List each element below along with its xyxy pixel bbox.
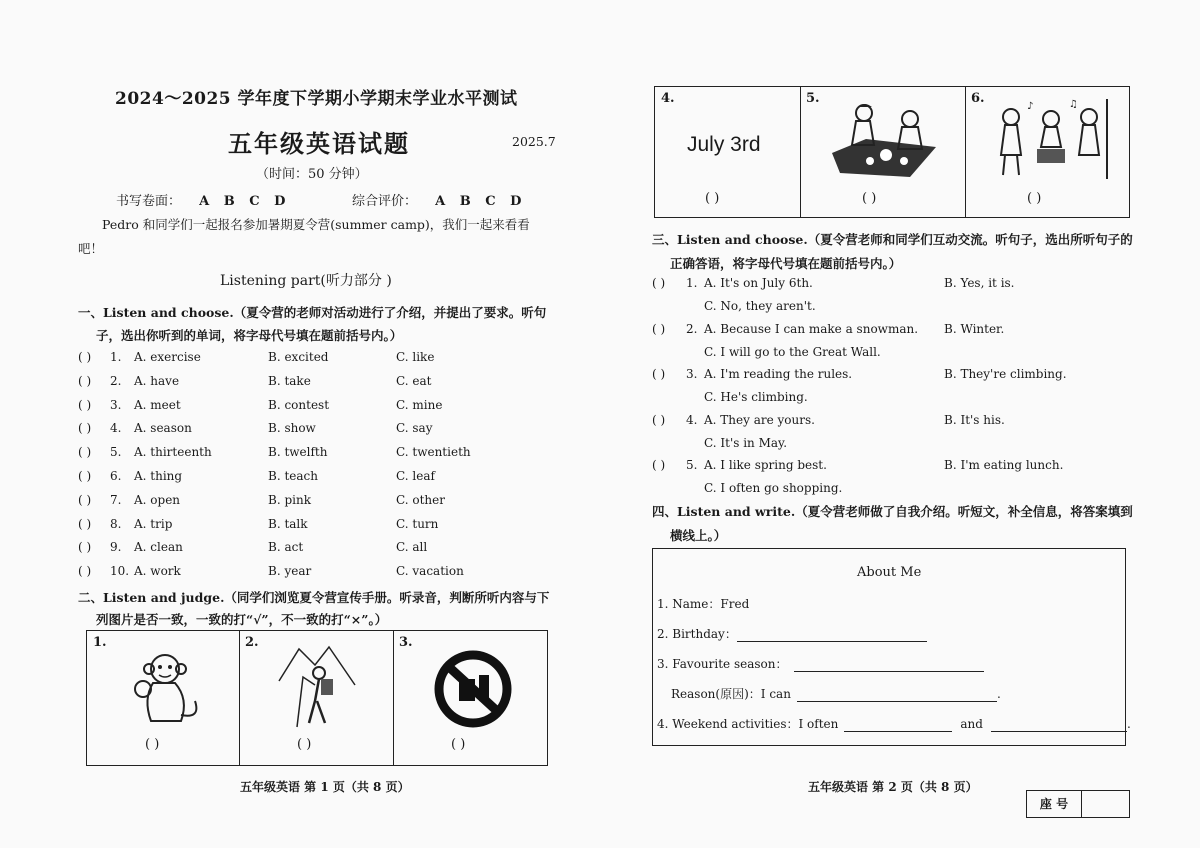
question-number: 8. [110, 516, 122, 531]
option-a: A. have [134, 373, 180, 388]
option-a: A. season [134, 421, 192, 436]
overall-label: 综合评价： [352, 194, 418, 209]
option-b: B. It's his. [944, 412, 1005, 427]
answer-parentheses[interactable]: ( ) [78, 469, 92, 483]
option-c: C. eat [396, 373, 432, 388]
option-b: B. Winter. [944, 321, 1005, 336]
date-picture-text: July 3rd [687, 133, 761, 156]
question-number: 4. [110, 421, 122, 436]
picture-number: 5. [806, 91, 820, 106]
answer-parentheses[interactable]: ( ) [297, 737, 312, 752]
writing-grades: A B C D [199, 194, 286, 209]
option-c: C. twentieth [396, 445, 471, 460]
writing-label: 书写卷面： [116, 194, 182, 209]
season-row [657, 655, 984, 672]
seat-number-field[interactable] [1083, 791, 1129, 817]
question-number: 1. [110, 350, 122, 364]
option-c: C. I will go to the Great Wall. [704, 344, 881, 359]
option-a: A. exercise [134, 350, 201, 364]
question-number: 5. [110, 445, 122, 460]
seat-number-box [1026, 790, 1130, 818]
picture-number: 6. [971, 91, 985, 106]
season-blank[interactable] [794, 659, 984, 672]
option-c: C. say [396, 421, 433, 436]
question-number: 5. [686, 458, 698, 472]
picture-number: 2. [245, 635, 259, 650]
season-label: 3. Favourite season： [657, 657, 788, 671]
page-footer: 五年级英语 第 1 页（共 8 页） [240, 780, 410, 794]
and-word: and [960, 717, 983, 731]
section3-instruction-2: 正确答语，将字母代号填在题前括号内。） [670, 256, 902, 271]
answer-parentheses[interactable]: ( ) [78, 492, 92, 507]
option-c: C. other [396, 492, 445, 507]
option-c: C. leaf [396, 469, 435, 483]
answer-parentheses[interactable]: ( ) [652, 412, 666, 427]
weekend-label: 4. Weekend activities：I often [657, 717, 839, 731]
question-number: 2. [110, 373, 122, 388]
option-c: C. It's in May. [704, 435, 788, 450]
weekend-blank-1[interactable] [844, 719, 952, 732]
answer-parentheses[interactable]: ( ) [652, 367, 666, 381]
birthday-label: 2. Birthday： [657, 627, 737, 641]
option-c: C. turn [396, 516, 439, 531]
option-c: C. I often go shopping. [704, 481, 843, 495]
option-a: A. meet [134, 397, 181, 412]
option-b: B. twelfth [268, 445, 328, 460]
answer-parentheses[interactable]: ( ) [78, 350, 92, 364]
option-a: A. clean [134, 540, 183, 555]
answer-parentheses[interactable]: ( ) [78, 373, 92, 388]
option-a: A. I like spring best. [704, 458, 827, 472]
picture-judge-box [86, 630, 548, 766]
about-me-box [652, 548, 1131, 746]
writing-grade-row [116, 190, 285, 209]
svg-text:♪: ♪ [1027, 101, 1034, 112]
option-a: A. trip [134, 516, 173, 531]
question-number: 3. [110, 397, 122, 412]
time-limit: （时间：50 分钟） [256, 167, 368, 182]
picture-cell-4 [655, 87, 801, 217]
picture-cell-5 [800, 87, 966, 217]
answer-parentheses[interactable]: ( ) [705, 191, 720, 206]
listening-part-title: Listening part(听力部分 ) [220, 273, 392, 289]
answer-parentheses[interactable]: ( ) [78, 397, 92, 412]
monkey-peach-icon [129, 649, 205, 729]
option-a: A. It's on July 6th. [704, 276, 813, 290]
question-number: 1. [686, 276, 698, 290]
reason-label: Reason(原因)：I can [671, 687, 791, 701]
picture-cell-1 [87, 631, 240, 765]
music-dance-icon [991, 95, 1111, 181]
section2-instruction-1: 二、Listen and judge.（同学们浏览夏令营宣传手册。听录音，判断所听内容与下 [78, 590, 550, 605]
section1-instruction-2: 子，选出你听到的单词，将字母代号填在题前括号内。） [96, 328, 403, 343]
name-line: 1. Name：Fred [657, 597, 750, 611]
option-c: C. No, they aren't. [704, 299, 816, 313]
picture-cell-6 [965, 87, 1129, 217]
answer-parentheses[interactable]: ( ) [451, 737, 466, 752]
exam-page-2 [600, 0, 1200, 848]
option-a: A. thirteenth [134, 445, 212, 460]
answer-parentheses[interactable]: ( ) [78, 540, 92, 555]
picnic-icon [826, 97, 942, 183]
option-b: B. year [268, 564, 312, 579]
section3-instruction-1: 三、Listen and choose.（夏令营老师和同学们互动交流。听句子，选出所听句子的 [652, 232, 1133, 247]
option-a: A. work [134, 564, 181, 579]
climber-icon [275, 641, 359, 731]
answer-parentheses[interactable]: ( ) [652, 321, 666, 336]
question-number: 6. [110, 469, 122, 483]
section4-instruction-2: 横线上。） [670, 528, 727, 543]
option-c: C. vacation [396, 564, 464, 579]
option-b: B. teach [268, 469, 318, 483]
about-me-title: About Me [857, 565, 922, 580]
option-a: A. They are yours. [704, 412, 815, 427]
birthday-blank[interactable] [737, 629, 927, 642]
question-number: 3. [686, 367, 698, 381]
picture-number: 3. [399, 635, 413, 650]
birthday-row [657, 625, 927, 642]
answer-parentheses[interactable]: ( ) [862, 191, 877, 206]
option-b: B. They're climbing. [944, 367, 1067, 381]
option-a: A. Because I can make a snowman. [704, 321, 919, 336]
picture-cell-3 [393, 631, 547, 765]
option-b: B. excited [268, 350, 329, 364]
option-a: A. open [134, 492, 181, 507]
question-number: 2. [686, 321, 698, 336]
question-number: 4. [686, 412, 698, 427]
overall-grade-row [352, 190, 521, 209]
picture-cell-2 [239, 631, 394, 765]
option-c: C. He's climbing. [704, 390, 808, 404]
picture-number: 4. [661, 91, 675, 106]
exam-title: 五年级英语试题 [228, 129, 410, 158]
option-c: C. mine [396, 397, 443, 412]
option-b: B. talk [268, 516, 308, 531]
question-number: 10. [110, 564, 130, 579]
option-c: C. all [396, 540, 428, 555]
option-b: B. contest [268, 397, 330, 412]
answer-parentheses[interactable]: ( ) [652, 276, 666, 290]
picture-number: 1. [93, 635, 107, 650]
option-b: B. show [268, 421, 316, 436]
weekend-blank-2[interactable] [991, 719, 1127, 732]
overall-grades: A B C D [435, 194, 522, 209]
answer-parentheses[interactable]: ( ) [145, 737, 160, 752]
no-drinks-sign-icon [433, 649, 513, 729]
answer-parentheses[interactable]: ( ) [1027, 191, 1042, 206]
answer-parentheses[interactable]: ( ) [78, 445, 92, 460]
question-number: 7. [110, 492, 122, 507]
answer-parentheses[interactable]: ( ) [78, 516, 92, 531]
option-b: B. pink [268, 492, 311, 507]
option-a: A. I'm reading the rules. [704, 367, 853, 381]
reason-blank[interactable] [797, 689, 997, 702]
option-a: A. thing [134, 469, 183, 483]
section4-instruction-1: 四、Listen and write.（夏令营老师做了自我介绍。听短文，补全信息，将答案填到 [652, 504, 1133, 519]
weekend-row: 4. Weekend activities：I often and . [657, 717, 1131, 731]
question-number: 9. [110, 540, 122, 555]
page-footer: 五年级英语 第 2 页（共 8 页） [808, 780, 978, 794]
svg-text:♫: ♫ [1069, 99, 1078, 110]
exam-header: 2024～2025 学年度下学期小学期末学业水平测试 [115, 89, 518, 109]
option-b: B. I'm eating lunch. [944, 458, 1064, 472]
option-c: C. like [396, 350, 435, 364]
intro-line-1: Pedro 和同学们一起报名参加暑期夏令营(summer camp)，我们一起来看看 [102, 217, 530, 232]
option-b: B. act [268, 540, 304, 555]
picture-judge-box-2 [654, 86, 1130, 218]
option-b: B. take [268, 373, 311, 388]
date-stamp: 2025.7 [512, 134, 556, 149]
answer-parentheses[interactable]: ( ) [652, 458, 666, 472]
answer-parentheses[interactable]: ( ) [78, 564, 92, 579]
reason-row: Reason(原因)：I can . [671, 687, 1001, 701]
section1-instruction-1: 一、Listen and choose.（夏令营的老师对活动进行了介绍，并提出了要求。听句 [78, 305, 547, 320]
intro-line-2: 吧！ [78, 241, 104, 256]
option-b: B. Yes, it is. [944, 276, 1015, 290]
answer-parentheses[interactable]: ( ) [78, 421, 92, 436]
seat-label: 座 号 [1027, 791, 1082, 817]
section2-instruction-2: 列图片是否一致，一致的打“√”，不一致的打“×”。） [96, 612, 388, 627]
